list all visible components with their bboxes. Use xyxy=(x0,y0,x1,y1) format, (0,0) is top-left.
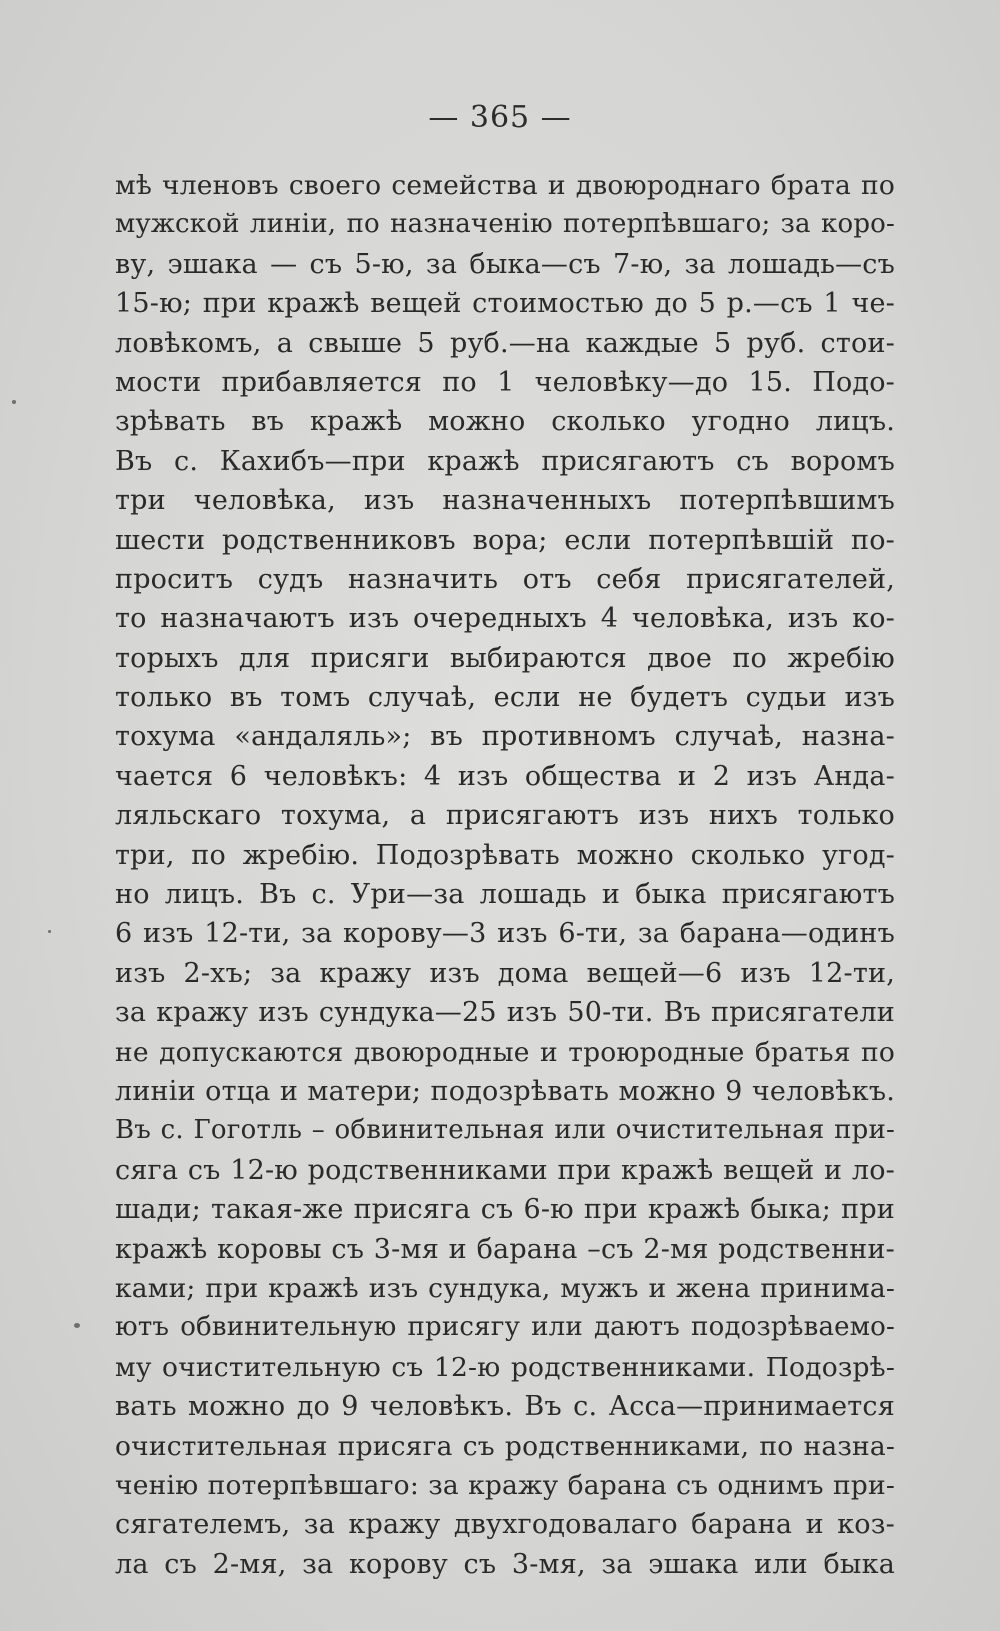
text-line: то назначаютъ изъ очередныхъ 4 человѣка, изъ ко- xyxy=(115,603,895,635)
print-speck xyxy=(74,1323,80,1328)
text-line: Въ с. Кахибъ—при кражѣ присягаютъ съ воромъ xyxy=(115,445,895,477)
text-line: три человѣка, изъ назначенныхъ потерпѣвшимъ xyxy=(115,485,895,517)
text-line: изъ 2-хъ; за кражу изъ дома вещей—6 изъ 12-ти, xyxy=(115,957,895,989)
print-speck xyxy=(12,400,16,404)
body-text xyxy=(115,166,895,1584)
text-line: ченію потерпѣвшаго: за кражу барана съ однимъ при- xyxy=(115,1469,895,1501)
text-line: сяга съ 12-ю родственниками при кражѣ вещей и ло- xyxy=(115,1154,895,1186)
text-line: ву, эшака — съ 5-ю, за быка—съ 7-ю, за лошадь—съ xyxy=(115,248,895,280)
text-line: мости прибавляется по 1 человѣку—до 15. Подо- xyxy=(115,366,895,398)
text-line: ютъ обвинительную присягу или даютъ подозрѣваемо- xyxy=(115,1312,895,1343)
text-line: не допускаются двоюродные и троюродные братья по xyxy=(115,1036,895,1068)
text-line: три, по жребію. Подозрѣвать можно сколько угод- xyxy=(115,839,895,871)
text-line: ками; при кражѣ изъ сундука, мужъ и жена принима- xyxy=(115,1272,895,1304)
text-line: ловѣкомъ, а свыше 5 руб.—на каждые 5 руб. стои- xyxy=(115,327,895,359)
text-line: 15-ю; при кражѣ вещей стоимостью до 5 р.—съ 1 че- xyxy=(115,288,895,320)
text-line: 6 изъ 12-ти, за корову—3 изъ 6-ти, за барана—одинъ xyxy=(115,918,895,950)
text-line: торыхъ для присяги выбираются двое по жребію xyxy=(115,642,895,674)
text-line: только въ томъ случаѣ, если не будетъ судьи изъ xyxy=(115,682,895,714)
text-line: сягателемъ, за кражу двухгодовалаго барана и коз- xyxy=(115,1509,895,1541)
text-line: кражѣ коровы съ 3-мя и барана –съ 2-мя родственни- xyxy=(115,1233,895,1265)
text-line: тохума «андаляль»; въ противномъ случаѣ, назна- xyxy=(115,721,895,753)
text-line: зрѣвать въ кражѣ можно сколько угодно лицъ. xyxy=(115,406,895,438)
text-line: Въ с. Гоготль – обвинительная или очистительная при- xyxy=(115,1115,895,1146)
text-line: ляльскаго тохума, а присягаютъ изъ нихъ только xyxy=(115,800,895,832)
text-line: очистительная присяга съ родственниками, по назна- xyxy=(115,1430,895,1462)
text-line: но лицъ. Въ с. Ури—за лошадь и быка присягаютъ xyxy=(115,879,895,911)
text-line: мужской линіи, по назначенію потерпѣвшаго; за коро- xyxy=(115,209,895,240)
text-line: мѣ членовъ своего семейства и двоюроднаго брата по xyxy=(115,170,895,201)
text-line: линіи отца и матери; подозрѣвать можно 9 человѣкъ. xyxy=(115,1075,895,1107)
text-line: шади; такая-же присяга съ 6-ю при кражѣ быка; при xyxy=(115,1194,895,1226)
page-number: — 365 — xyxy=(428,100,572,135)
text-line: проситъ судъ назначить отъ себя присягателей, xyxy=(115,563,895,595)
text-line: чается 6 человѣкъ: 4 изъ общества и 2 изъ Андa- xyxy=(115,760,895,792)
text-line: вать можно до 9 человѣкъ. Въ с. Асса—принимается xyxy=(115,1391,895,1423)
text-line: шести родственниковъ вора; если потерпѣвшій по- xyxy=(115,524,895,556)
text-line: за кражу изъ сундука—25 изъ 50-ти. Въ присягатели xyxy=(115,997,895,1029)
print-speck xyxy=(48,930,51,933)
text-line: ла съ 2-мя, за корову съ 3-мя, за эшака или быка xyxy=(115,1548,895,1580)
text-line: му очистительную съ 12-ю родственниками. Подозрѣ- xyxy=(115,1351,895,1383)
